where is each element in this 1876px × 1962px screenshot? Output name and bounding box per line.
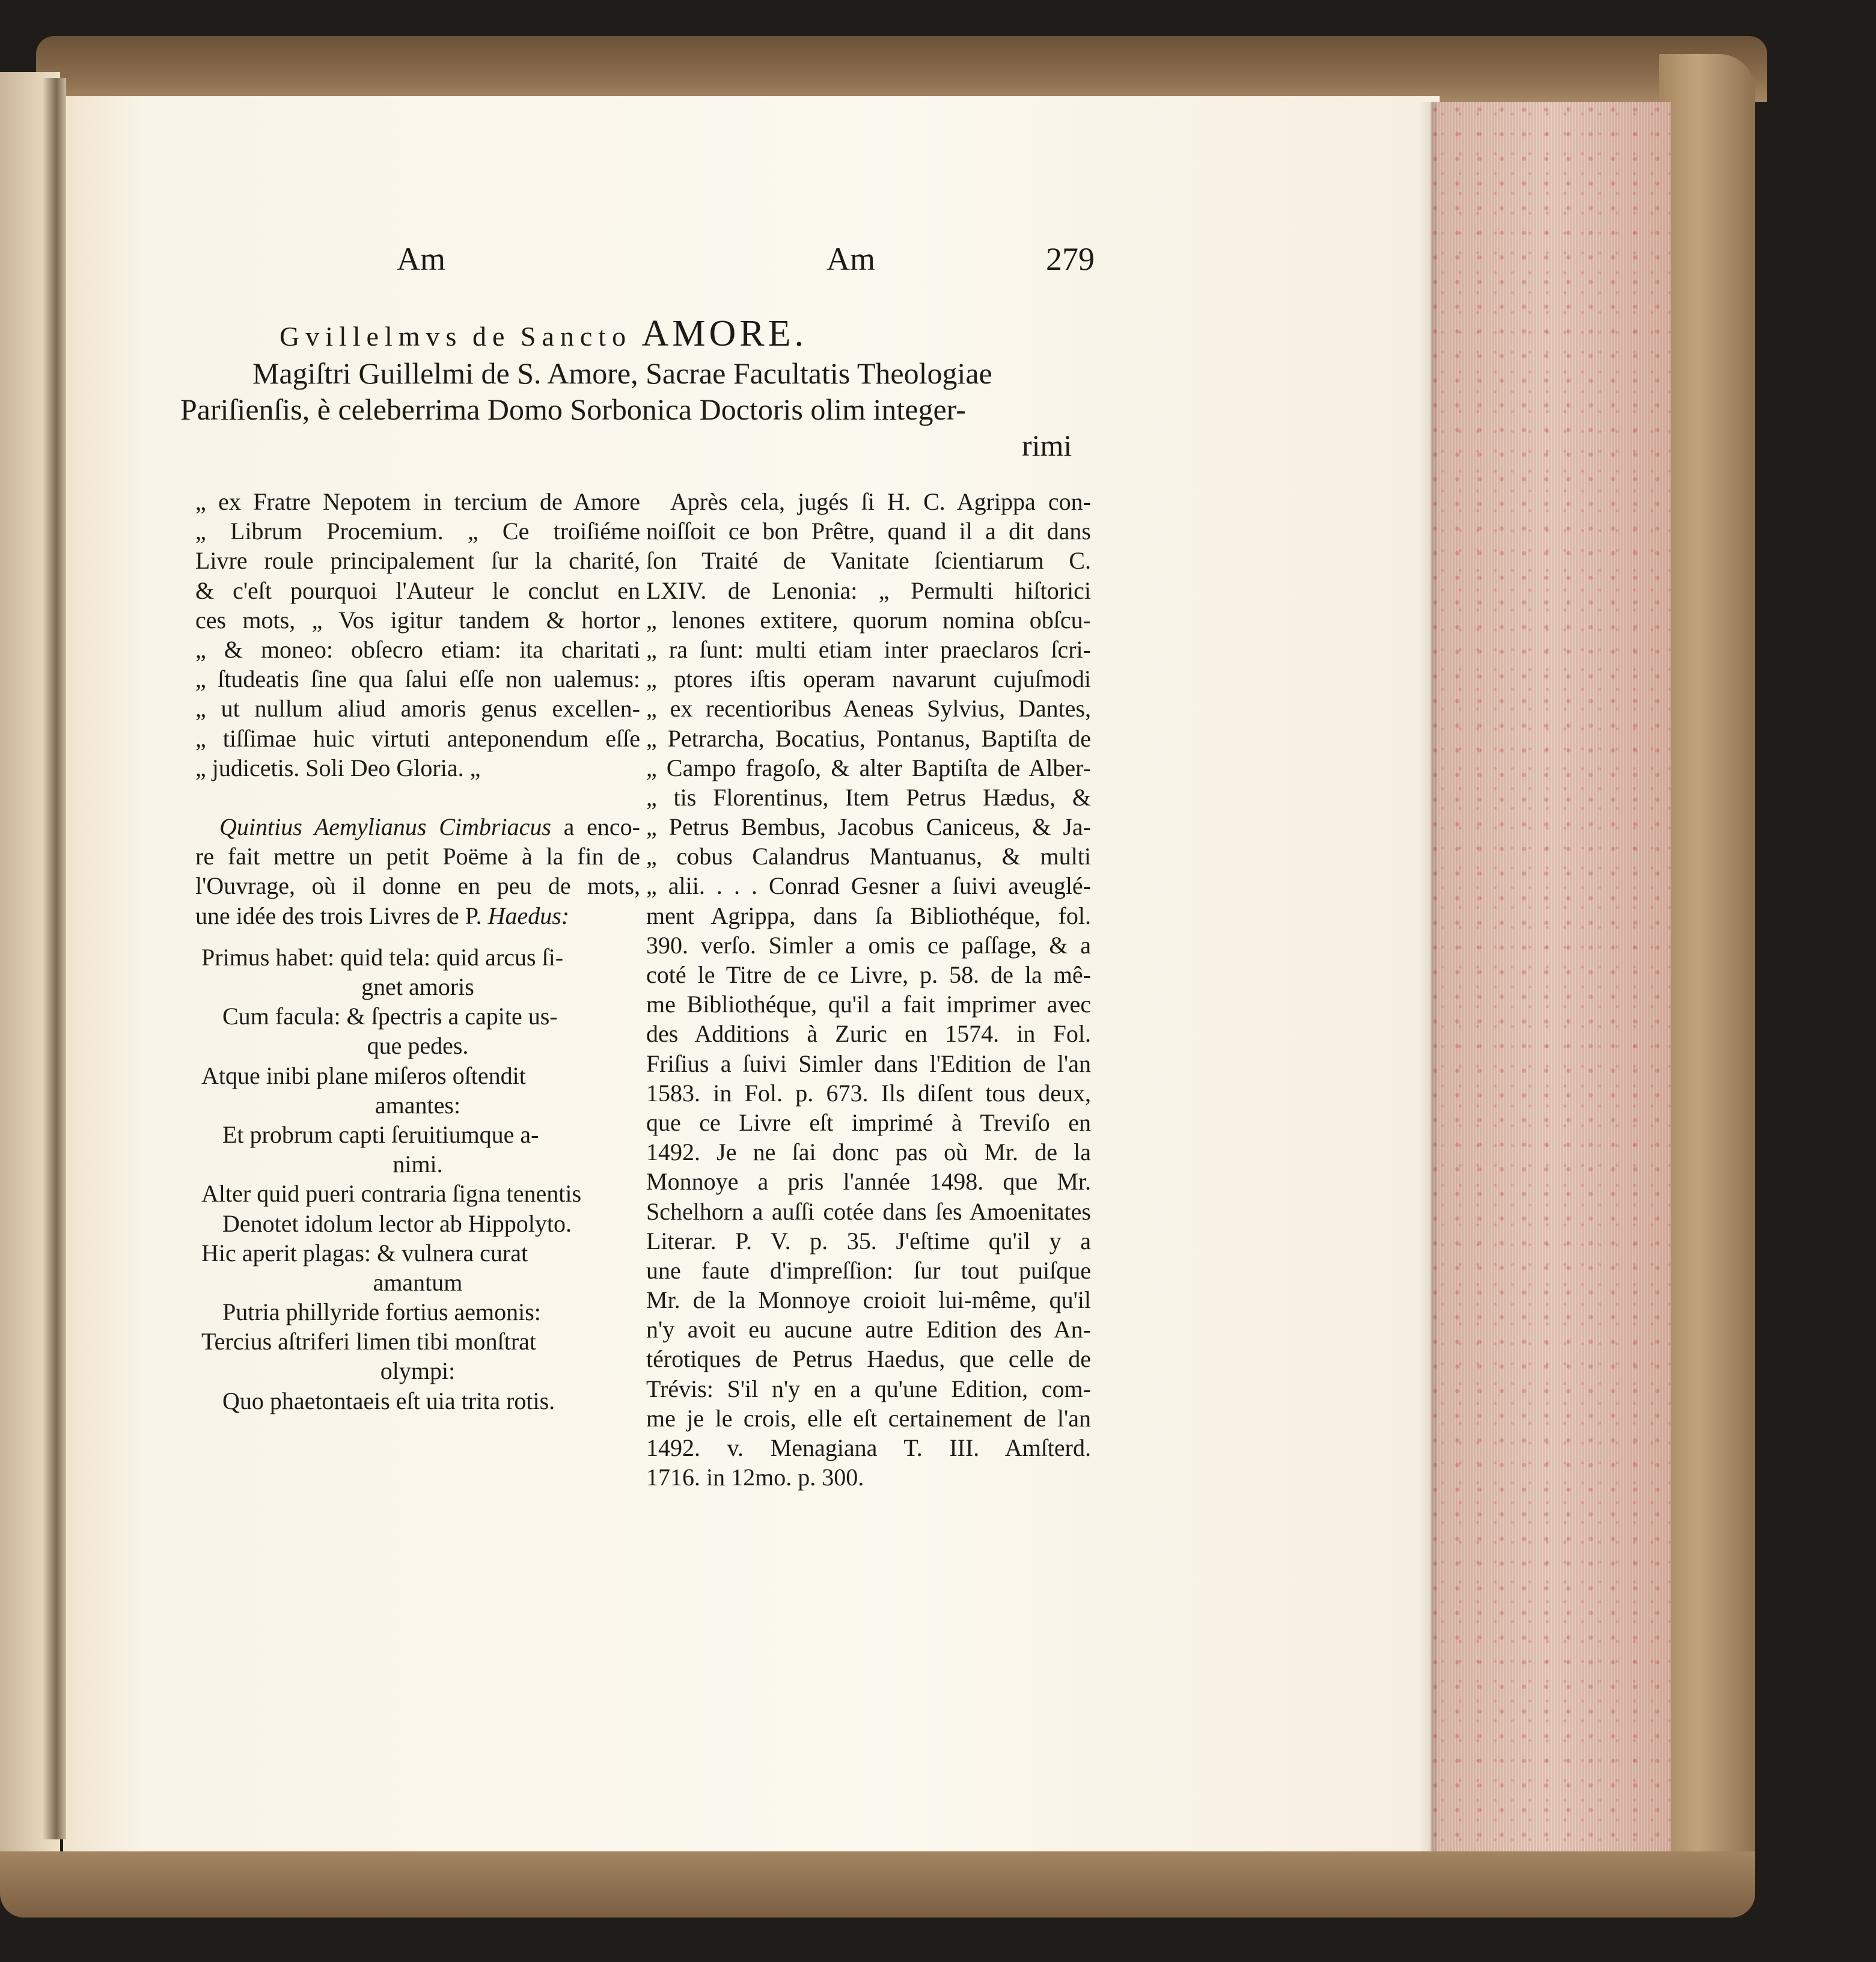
entry-heading xyxy=(280,313,807,355)
text-line: „ Petrarcha, Bocatius, Pontanus, Baptiſta de xyxy=(646,724,1091,752)
text-line: „ ra ſunt: multi etiam inter praeclaros ſcri- xyxy=(646,635,1091,663)
verse-line: Denotet idolum lector ab Hippolyto. xyxy=(222,1209,572,1237)
verse-line: Quo phaetontaeis eſt uia trita rotis. xyxy=(222,1387,555,1414)
verse-line: Tercius aſtriferi limen tibi monſtrat xyxy=(201,1328,537,1355)
text-line: Livre roule principalement ſur la charité, xyxy=(195,547,640,575)
heading-part-2: de xyxy=(472,321,511,352)
verse-line: nimi. xyxy=(393,1151,443,1178)
verse-line: Primus habet: quid tela: quid arcus ſi- xyxy=(201,943,564,971)
text-line: 1583. in Fol. p. 673. Ils diſent tous deux, xyxy=(646,1079,1091,1107)
verse-line: olympi: xyxy=(380,1357,456,1385)
text-line: 1716. in 12mo. p. 300. xyxy=(646,1464,864,1491)
running-head-left: Am xyxy=(397,241,445,277)
verse-line: Alter quid pueri contraria ſigna tenentis xyxy=(201,1180,582,1208)
text-line: ces mots, „ Vos igitur tandem & hortor xyxy=(195,606,640,634)
text-line: Literar. P. V. p. 35. J'eſtime qu'il y a xyxy=(646,1227,1091,1255)
intro-line: rimi xyxy=(1022,429,1072,462)
text-line: l'Ouvrage, où il donne en peu de mots, xyxy=(195,872,640,900)
heading-part-1: Gvillelmvs xyxy=(280,321,463,352)
text-line: „ ut nullum aliud amoris genus excellen- xyxy=(195,695,640,723)
text-line: „ Campo fragoſo, & alter Baptiſta de Alber- xyxy=(646,754,1091,781)
text-line: 390. verſo. Simler a omis ce paſſage, & a xyxy=(646,931,1091,959)
page-number: 279 xyxy=(1046,241,1095,277)
verse-line: Cum facula: & ſpectris a capite us- xyxy=(222,1003,558,1030)
verse-line: Putria phillyride fortius aemonis: xyxy=(222,1298,541,1326)
cover-right-edge xyxy=(1659,54,1755,1899)
text-line: térotiques de Petrus Haedus, que celle de xyxy=(646,1345,1091,1373)
text-line: me Bibliothéque, qu'il a fait imprimer avec xyxy=(646,991,1091,1018)
heading-part-4: AMORE. xyxy=(641,313,807,354)
text-line: Schelhorn a auſſi cotée dans ſes Amoenitates xyxy=(646,1197,1091,1225)
verse-line: Hic aperit plagas: & vulnera curat xyxy=(201,1239,528,1267)
text-line: Quintius Aemylianus Cimbriacus a enco- xyxy=(219,813,640,841)
intro-line: Pariſienſis, è celeberrima Domo Sorbonica Doctoris olim integer- xyxy=(180,393,966,426)
text-line: „ & moneo: obſecro etiam: ita charitati xyxy=(195,635,640,663)
text-line: „ judicetis. Soli Deo Gloria. „ xyxy=(195,754,481,781)
verse-line: Atque inibi plane miſeros oſtendit xyxy=(201,1062,526,1089)
text-line: „ Librum Procemium. „ Ce troiſiéme xyxy=(195,518,640,545)
text-line: Mr. de la Monnoye croioit lui-même, qu'il xyxy=(646,1286,1091,1314)
text-line: une faute d'impreſſion: ſur tout puiſque xyxy=(646,1256,1091,1284)
intro-line: Magiſtri Guillelmi de S. Amore, Sacrae Facultatis Theologiae xyxy=(252,356,992,390)
text-line: Friſius a ſuivi Simler dans l'Edition de l'an xyxy=(646,1050,1091,1077)
text-line: „ tiſſimae huic virtuti anteponendum eſſe xyxy=(195,724,640,752)
verse-line: amantum xyxy=(373,1268,463,1296)
verse-line: amantes: xyxy=(374,1091,461,1119)
cover-top-edge xyxy=(36,36,1767,102)
text-line: „ cobus Calandrus Mantuanus, & multi xyxy=(646,843,1091,870)
text-line: noiſſoit ce bon Prêtre, quand il a dit dans xyxy=(646,518,1091,545)
text-line: „ ptores iſtis operam navarunt cujuſmodi xyxy=(646,665,1091,693)
verse-line: que pedes. xyxy=(367,1032,469,1060)
text-line: Monnoye a pris l'année 1498. que Mr. xyxy=(646,1168,1091,1196)
text-line: des Additions à Zuric en 1574. in Fol. xyxy=(646,1020,1091,1048)
text-line: Trévis: S'il n'y en a qu'une Edition, com- xyxy=(646,1375,1091,1402)
verse-line: Et probrum capti ſeruitiumque a- xyxy=(222,1120,539,1148)
italic-name: Haedus: xyxy=(487,902,570,929)
text-line: ment Agrippa, dans ſa Bibliothéque, fol. xyxy=(646,902,1091,929)
running-head-center: Am xyxy=(826,241,875,277)
text-line: me je le crois, elle eſt certainement de l'an xyxy=(646,1404,1091,1432)
text-line: que ce Livre eſt imprimé à Treviſo en xyxy=(646,1108,1091,1136)
fore-edge-shadow xyxy=(1419,102,1437,1851)
text-line: n'y avoit eu aucune autre Edition des An- xyxy=(646,1316,1091,1343)
cover-bottom-edge xyxy=(0,1851,1755,1918)
text-line: „ tis Florentinus, Item Petrus Hædus, & xyxy=(646,783,1091,811)
gutter xyxy=(42,78,66,1839)
heading-part-3: Sancto xyxy=(520,321,632,352)
text-line: „ alii. . . . Conrad Gesner a ſuivi aveuglé- xyxy=(646,872,1091,900)
right-column xyxy=(646,487,1091,1492)
text-line: 1492. Je ne ſai donc pas où Mr. de la xyxy=(646,1138,1091,1166)
text-line: 1492. v. Menagiana T. III. Amſterd. xyxy=(646,1434,1091,1461)
text-line: „ ſtudeatis ſine qua ſalui eſſe non ualemus: xyxy=(195,665,640,693)
text-line: ſon Traité de Vanitate ſcientiarum C. xyxy=(646,547,1091,575)
text-line: „ ex Fratre Nepotem in tercium de Amore xyxy=(195,488,640,515)
text-line: & c'eſt pourquoi l'Auteur le conclut en xyxy=(195,576,640,604)
text-line: „ ex recentioribus Aeneas Sylvius, Dantes, xyxy=(646,695,1091,723)
page-block-fore-edge xyxy=(1431,102,1671,1851)
text-line: „ lenones extitere, quorum nomina obſcu- xyxy=(646,606,1091,634)
text-line: une idée des trois Livres de P. Haedus: xyxy=(195,902,570,929)
text-line: re fait mettre un petit Poëme à la fin de xyxy=(195,843,640,870)
left-column xyxy=(195,487,640,1416)
text-line: Après cela, jugés ſi H. C. Agrippa con- xyxy=(670,488,1091,515)
text-line: „ Petrus Bembus, Jacobus Caniceus, & Ja- xyxy=(646,813,1091,841)
text-line: LXIV. de Lenonia: „ Permulti hiſtorici xyxy=(646,576,1091,604)
italic-name: Quintius Aemylianus Cimbriacus xyxy=(219,813,551,841)
verse-line: gnet amoris xyxy=(361,973,474,1000)
text-line: coté le Titre de ce Livre, p. 58. de la mê- xyxy=(646,961,1091,988)
